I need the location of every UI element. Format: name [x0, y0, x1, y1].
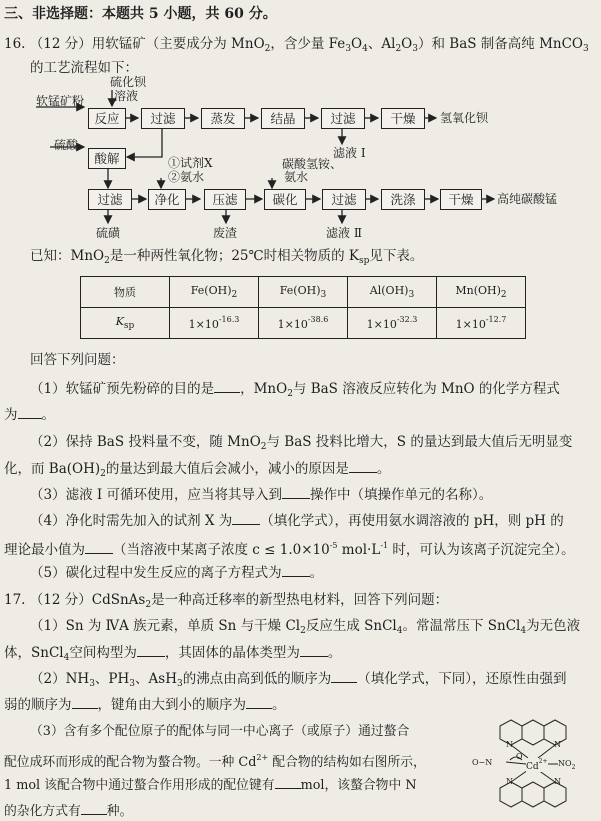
arrow-filter1-to-acid [127, 128, 162, 157]
table-cell: $1\times 10^{-12.7}$ [437, 308, 526, 339]
question-text: 的杂化方式有 [4, 804, 81, 819]
box-filter-1: 过滤 [141, 108, 185, 129]
q16-intro-text: O [351, 36, 363, 52]
q16-part4 [30, 512, 564, 529]
n-label: N [554, 777, 561, 786]
question-text: 时，可认为该离子沉淀完全）。 [388, 542, 575, 558]
q16-part2-cont: 化，而 $Ba(OH)_2$的量达到最大值后会减小，减小的原因是 。 [4, 461, 391, 479]
answer-blank[interactable] [214, 380, 240, 393]
answer-blank[interactable] [18, 406, 42, 419]
reagent-ammonia-label: ②氨水 [168, 170, 205, 184]
byproduct-residue: 废渣 [213, 226, 238, 240]
answer-blank[interactable] [232, 512, 260, 525]
answer-blank[interactable] [300, 644, 328, 657]
question-text: 。 [376, 461, 391, 477]
known-text: 是一种两性氧化物；25℃时相关物质的 K [109, 248, 359, 264]
acid-label: 硫酸 [54, 138, 79, 152]
question-text: 配合物的结构如右图所示， [268, 755, 426, 770]
table-cell: $1\times 10^{-38.6}$ [259, 308, 348, 339]
table-cell: $Fe(OH)_2$ [170, 277, 259, 308]
question-text: ，其固体的晶体类型为 [164, 645, 300, 661]
table-header-label: 物质 [81, 277, 170, 308]
question-text: 空间构型为 [69, 645, 137, 661]
answer-blank[interactable] [137, 644, 165, 657]
answer-blank[interactable] [349, 460, 377, 473]
n-label: N [554, 740, 561, 749]
q17-part3-cont2 [4, 776, 417, 794]
product-barium-hydroxide: 氢氧化钡 [440, 111, 489, 125]
q16-intro-text: ）和 BaS 制备高纯 MnCO [417, 36, 583, 52]
nitro-right-label: $NO_2$ [558, 759, 576, 771]
box-carbonize: 碳化 [264, 189, 306, 210]
q16-score: （12 分） [29, 36, 92, 52]
reagent-nh4hco3-label: 碳酸氢铵、 [282, 157, 343, 171]
question-text: 。 [41, 407, 55, 423]
q16-part5 [30, 564, 323, 581]
question-text: 为无色液 [526, 618, 581, 634]
q16-intro-text: ，含少量 Fe [270, 36, 346, 52]
answer-blank[interactable] [85, 541, 113, 554]
reagent-x-label: ①试剂X [168, 156, 213, 170]
box-filter-4: 过滤 [322, 189, 366, 210]
q16-intro-text: 用软锰矿（主要成分为 MnO [91, 36, 265, 52]
question-text: （4）净化时需先加入的试剂 X 为 [30, 513, 233, 529]
q17-score: （12 分） [29, 592, 92, 608]
nitrite-left-label: O−N [472, 758, 493, 767]
question-text: （当溶液中某离子浓度 c ≤ 1.0×10 [113, 542, 330, 558]
question-text: mol·L [337, 542, 381, 558]
filtrate-2-label: 滤液 Ⅱ [326, 226, 362, 240]
q17-part3-cont3 [4, 802, 132, 820]
box-dry-2: 干燥 [440, 189, 482, 210]
question-text: （2）保持 BaS 投料量不变，随 MnO [30, 434, 261, 450]
q17-part2: $(2)NH_3$、$PH_3$、AsH$_3$的沸点由高到低的顺序为 （填化学式，下同），还原性由强到 [30, 671, 567, 689]
box-press-filter: 压滤 [204, 189, 246, 210]
q16-part1: （1）软锰矿预先粉碎的目的是 ，MnO$_2$与 BaS 溶液反应转化为 MnO 的化学方程式 [30, 381, 560, 399]
q16-part2: （2）保持 BaS 投料量不变，随 MnO$_2$与 BaS 投料比增大，S 的量达到最大值后无明显变 [30, 434, 573, 452]
question-text: 种。 [106, 804, 133, 819]
q16-intro: 16. （12 分）用软锰矿（主要成分为 MnO$_2$，含少量 $Fe_3O_4$、$Al_2O_3$）和 BaS 制备高纯 MnCO$_3$ [4, 36, 589, 54]
q17-part3: （3）含有多个配位原子的配体与同一中心离子（或原子）通过螯合 [30, 724, 410, 739]
table-cell: $1\times 10^{-32.3}$ [348, 308, 437, 339]
question-text: 反应生成 SnCl [305, 618, 397, 634]
q16-number: 16. [4, 36, 26, 52]
question-text: 。 [272, 697, 286, 713]
q17-part1-cont: 体，SnCl$_4$空间构型为 ，其固体的晶体类型为 。 [4, 645, 342, 663]
q17-intro: 17. （12 分）CdSnAs$_2$是一种高迁移率的新型热电材料，回答下列问题： [4, 592, 449, 610]
question-text: 、AsH [135, 671, 177, 687]
table-cell: $Mn(OH)_2$ [437, 277, 526, 308]
table-row-label: $K_{sp}$ [81, 308, 170, 339]
reagent-bas-label: 硫化钡 [110, 75, 147, 89]
q17-number: 17. [4, 592, 26, 608]
question-text: 理论最小值为 [4, 542, 85, 558]
question-text: （填化学式），再使用氨水调溶液的 pH，则 pH 的 [260, 513, 564, 529]
answer-blank[interactable] [81, 802, 107, 815]
n-label: N [506, 777, 513, 786]
answer-blank[interactable] [275, 776, 301, 789]
filtrate-1-label: 滤液 Ⅰ [333, 146, 366, 160]
question-text: ，MnO [240, 381, 288, 397]
q16-part1-cont [4, 406, 55, 423]
question-text: 1 mol 该配合物中通过螯合作用形成的配位键有 [4, 778, 275, 793]
q16-part4-cont: 理论最小值为 （当溶液中某离子浓度 $c \le 1.0\times 10^{-5}$ $mol\cdot L^{-1}$ 时，可认为该离子沉淀完全）。 [4, 541, 575, 558]
question-text: 为 [4, 407, 18, 423]
answer-blank[interactable] [331, 670, 357, 683]
reagent-bas-label-2: 溶液 [114, 89, 139, 103]
box-wash: 洗涤 [381, 189, 425, 210]
question-text: 化，而 Ba(OH) [4, 461, 101, 477]
question-text: 、PH [94, 671, 130, 687]
n-label: N [506, 740, 513, 749]
question-text: 的沸点由高到低的顺序为 [182, 671, 332, 687]
question-text: 与 BaS 溶液反应转化为 MnO 的化学方程式 [292, 381, 560, 397]
table-cell: $Fe(OH)_3$ [259, 277, 348, 308]
box-evaporate: 蒸发 [201, 108, 245, 129]
cd-center-label: $Cd^{2+}$ [526, 758, 548, 772]
box-crystallize: 结晶 [261, 108, 305, 129]
q16-part3 [30, 486, 492, 503]
known-info: 已知：MnO$_2$是一种两性氧化物；25℃时相关物质的 $K_{sp}$见下表。 [30, 248, 424, 266]
product-mnco3: 高纯碳酸锰 [497, 192, 558, 206]
o-label: O [516, 752, 523, 761]
box-filter-3: 过滤 [88, 189, 132, 210]
q17-part2-cont [4, 696, 286, 713]
q17-intro-text: 是一种高迁移率的新型热电材料，回答下列问题： [151, 592, 449, 608]
question-text: 操作中（填操作单元的名称）。 [310, 487, 493, 503]
q16-intro-text: 、Al [367, 36, 396, 52]
q17-intro-text: CdSnAs [91, 592, 146, 608]
question-text: （1）Sn 为 ⅣA 族元素，单质 Sn 与干燥 Cl [30, 618, 301, 634]
question-text: 与 BaS 投料比增大，S 的量达到最大值后无明显变 [266, 434, 573, 450]
question-text: （2）NH [30, 671, 90, 687]
cd-complex-structure [470, 712, 598, 818]
question-text: 体，SnCl [4, 645, 64, 661]
box-acid-decompose: 酸解 [88, 148, 126, 169]
question-text: 的量达到最大值后会减小，减小的原因是 [105, 461, 349, 477]
question-text: 。常温常压下 SnCl [402, 618, 521, 634]
question-text: 。 [327, 645, 342, 661]
question-text: ，键角由大到小的顺序为 [97, 697, 246, 713]
reagent-nh4-ammonia-label: 氨水 [284, 170, 309, 184]
known-text: 已知：MnO [30, 248, 105, 264]
byproduct-sulfur: 硫磺 [96, 226, 121, 240]
q16-intro-text: O [401, 36, 413, 52]
answer-intro: 回答下列问题： [30, 352, 125, 368]
table-cell: $Al(OH)_3$ [348, 277, 437, 308]
answer-blank[interactable] [282, 564, 310, 577]
q17-part1: （1）Sn 为 ⅣA 族元素，单质 Sn 与干燥 $Cl_2$反应生成 SnCl$_4$。常温常压下 SnCl$_4$为无色液 [30, 618, 581, 636]
question-text: （填化学式，下同），还原性由强到 [357, 671, 567, 687]
raw-material-label: 软锰矿粉 [36, 94, 85, 108]
q17-part3-cont: 配位成环而形成的配合物为螯合物。一种 $Cd^{2+}$ 配合物的结构如右图所示， [4, 753, 426, 770]
box-purify: 净化 [148, 189, 186, 210]
ksp-table [80, 276, 526, 339]
question-text: （5）碳化过程中发生反应的离子方程式为 [30, 565, 282, 581]
question-text: （1）软锰矿预先粉碎的目的是 [30, 381, 215, 397]
answer-blank[interactable] [282, 486, 310, 499]
answer-blank[interactable] [246, 696, 272, 709]
box-filter-2: 过滤 [321, 108, 365, 129]
box-react: 反应 [88, 108, 126, 129]
known-text: 见下表。 [369, 248, 424, 264]
table-row [81, 277, 526, 308]
table-cell: $1\times 10^{-16.3}$ [170, 308, 259, 339]
section-title: 三、非选择题：本题共 5 小题，共 60 分。 [4, 6, 277, 22]
table-row [81, 308, 526, 339]
question-text: 。 [309, 565, 324, 581]
box-dry-1: 干燥 [381, 108, 425, 129]
question-text: 弱的顺序为 [4, 697, 72, 713]
question-text: （3）滤液 Ⅰ 可循环使用，应当将其导入到 [30, 487, 283, 503]
question-text: mol，该螯合物中 N [300, 778, 417, 793]
answer-blank[interactable] [72, 696, 98, 709]
question-text: 配位成环而形成的配合物为螯合物。一种 Cd [4, 755, 257, 770]
q16-intro-line2: 的工艺流程如下： [30, 60, 138, 76]
